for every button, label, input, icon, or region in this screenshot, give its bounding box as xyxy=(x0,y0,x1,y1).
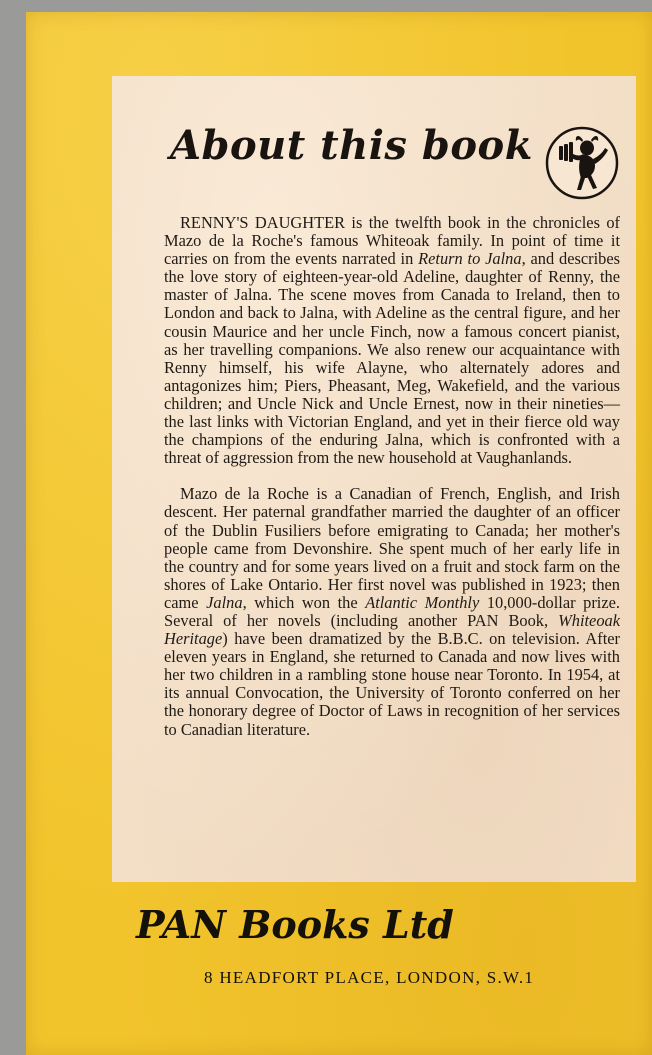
text-run: Mazo de la Roche is a Canadian of French, English, and Irish descent. Her paternal grandfather married the daughter of an officer of the Dublin Fusiliers before emigrating to Canada; her mother's people came from Devonshire. She spent much of her early life in the country and for some years lived on a fruit and stock farm on the shores of Lake Ontario. Her first novel was published in 1923; then came xyxy=(164,484,620,612)
about-panel xyxy=(112,76,636,882)
text-run: RENNY'S DAUGHTER is the twelfth book in the chronicles of Mazo de la Roche's famous Whiteoak family. In point of time it carries on from the events narrated in xyxy=(164,213,620,269)
publisher-address: 8 HEADFORT PLACE, LONDON, S.W.1 xyxy=(204,968,535,987)
text-run: 10,000-dollar prize. Several of her novels (including another PAN Book, xyxy=(164,592,620,630)
book-title-reference: Whiteoak Heritage xyxy=(164,610,620,649)
text-run: , which won the xyxy=(242,592,366,612)
paragraph-book-summary xyxy=(164,214,620,467)
pan-piper-logo-icon xyxy=(545,126,619,200)
about-heading: About this book xyxy=(170,122,533,169)
text-run: ) have been dramatized by the B.B.C. on television. After eleven years in England, she returned to Canada and now lives with her two children in a rambling stone house near Toronto. In 1954, at its annual Convocation, the University of Toronto conferred on her the honorary degree of Doctor of Laws in recognition of her services to Canadian literature. xyxy=(164,629,620,739)
book-title-reference: Return to Jalna xyxy=(418,249,522,269)
book-title-reference: Atlantic Monthly xyxy=(365,592,480,612)
book-back-cover xyxy=(26,12,652,1055)
paragraph-author-bio xyxy=(164,485,620,738)
description-text xyxy=(164,214,620,739)
publisher-name: PAN Books Ltd xyxy=(136,902,454,947)
text-run: , and describes the love story of eighteen-year-old Adeline, daughter of Renny, the master of Jalna. The scene moves from Canada to Ireland, then to London and back to Jalna, with Adeline as the central figure, and her cousin Maurice and her uncle Finch, now a famous concert pianist, as her travelling companions. We also renew our acquaintance with Renny himself, his wife Alayne, who alternately adores and antagonizes him; Piers, Pheasant, Meg, Wakefield, and the various children; and Uncle Nick and Uncle Ernest, now in their nineties—the last links with Victorian England, and yet in their fierce old way the champions of the enduring Jalna, which is confronted with a threat of aggression from the new household at Vaughanlands. xyxy=(164,249,620,468)
book-title-reference: Jalna xyxy=(206,592,243,612)
